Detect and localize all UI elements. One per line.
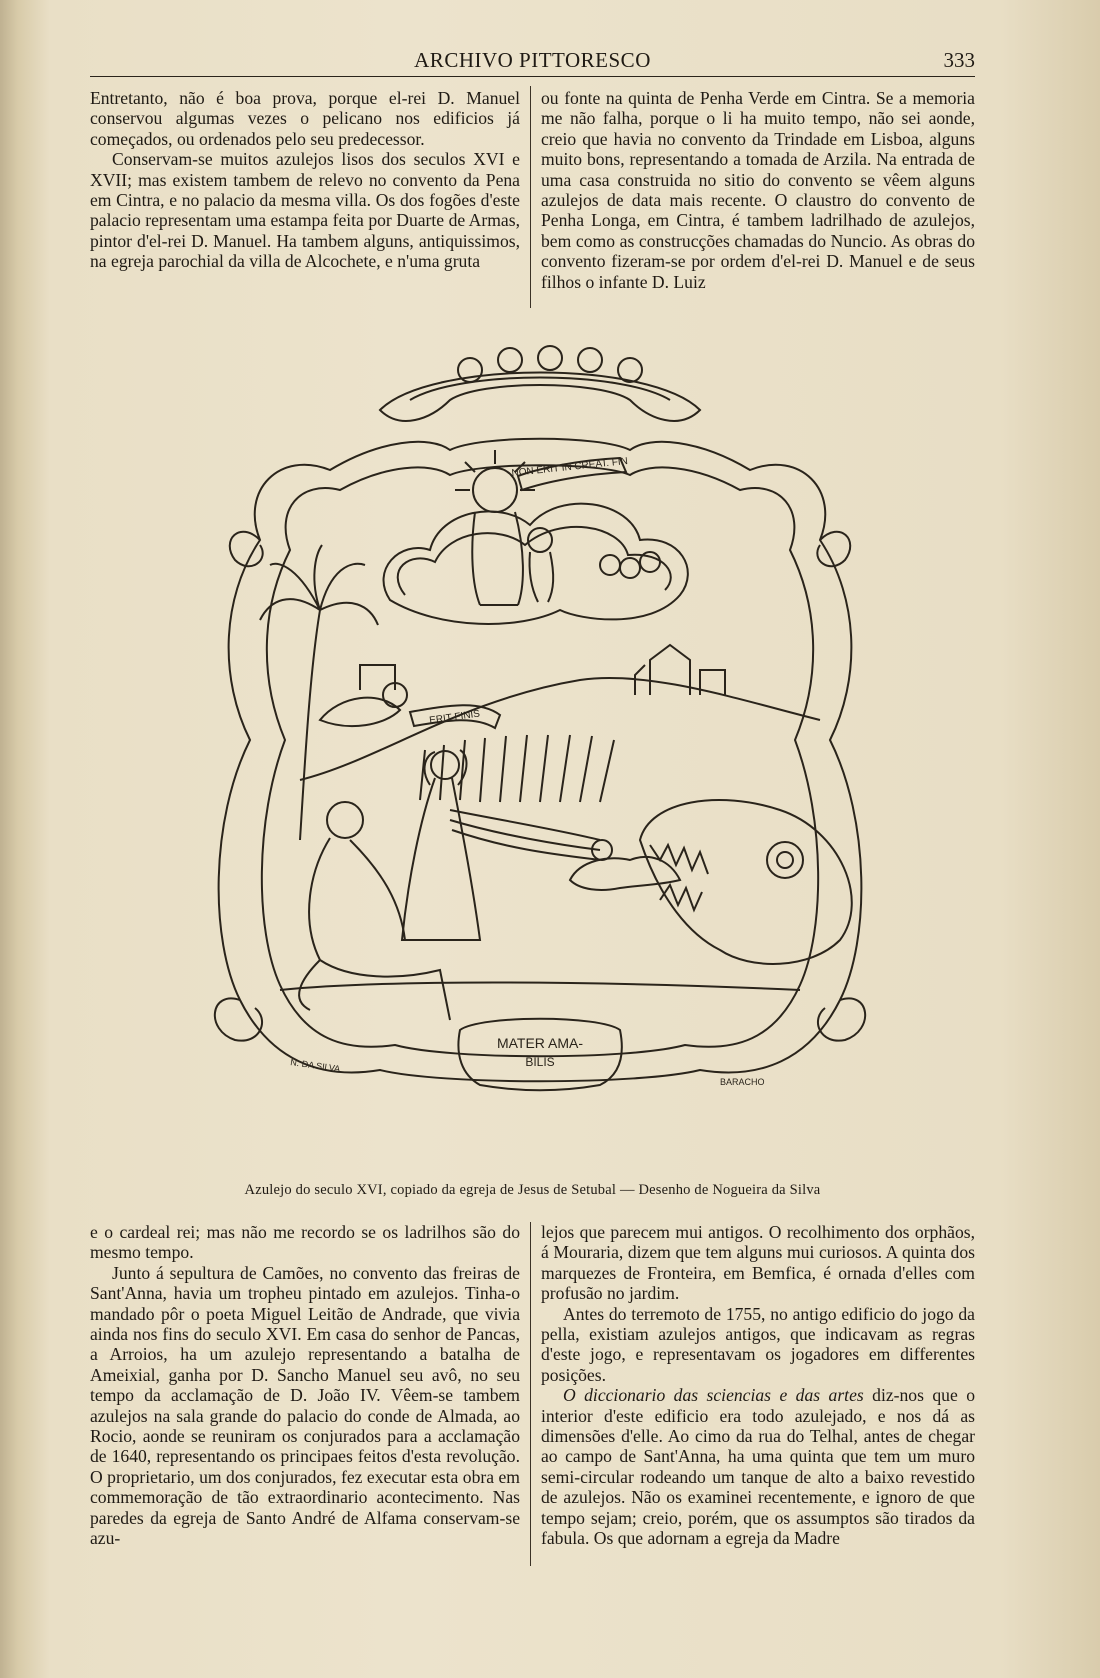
paragraph: ou fonte na quinta de Penha Verde em Cintra. Se a memoria me não falha, porque o li ha muito tempo, não sei aonde, creio que havia no convento da Trindade em Lisboa, alguns muito bons, representando a tomada de Arzila. Na entrada de uma casa construida no sitio do convento se vêem alguns azulejos de data mais recente. O claustro do convento de Penha Longa, em Cintra, é tambem ladrilhado de azulejos, bem como as construcções chamadas do Nuncio. As obras do convento fizeram-se por ordem d'el-rei D. Manuel e de seus filhos o infante D. Luiz: [541, 88, 975, 292]
paragraph: lejos que parecem mui antigos. O recolhimento dos orphãos, á Mouraria, dizem que tem alguns mui curiosos. A quinta dos marquezes de Fronteira, em Bemfica, é ornada d'elles com profusão no jardim.: [541, 1222, 975, 1304]
paragraph: Conservam-se muitos azulejos lisos dos seculos XVI e XVII; mas existem tambem de relevo no convento da Pena em Cintra, e no palacio da mesma villa. Os dos fogões d'este palacio representam uma estampa feita por Duarte de Armas, pintor d'el-rei D. Manuel. Ha tambem alguns, antiquissimos, na egreja parochial da villa de Alcochete, e n'uma gruta: [90, 149, 520, 272]
engraver-signature-right: BARACHO: [720, 1077, 765, 1087]
ribbon-inscription-top: NON ERIT IN CREAT. FIN: [511, 455, 629, 480]
journal-title: ARCHIVO PITTORESCO: [414, 48, 651, 72]
paragraph: [541, 1385, 975, 1548]
text-column-bottom-right: [541, 1222, 975, 1549]
book-title: O diccionario das sciencias e das artes: [563, 1385, 864, 1406]
cartouche-inscription-line2: BILIS: [525, 1055, 555, 1069]
paragraph-text: diz-nos que o interior d'este edificio era todo azulejado, e nos dá as dimensões d'elle. Ao cimo da rua do Telhal, antes de chegar ao campo de Sant'Anna, ha uma quinta que tem um muro semi-circular rodeando um tanque de alto a baixo revestido de azulejos. Não os examinei recentemente, e ignoro de que tempo sejam; creio, porém, que os assumptos são tirados da fabula. Os que adornam a egreja da Madre: [541, 1385, 975, 1549]
text-column-top-right: [541, 88, 975, 292]
engraver-signature-left: N. DA SILVA: [289, 1057, 341, 1074]
paragraph: Entretanto, não é boa prova, porque el-rei D. Manuel conservou algumas vezes o pelicano nos edificios já começados, ou ordenados pelo seu predecessor.: [90, 88, 520, 149]
running-header: [90, 48, 975, 77]
paragraph: Antes do terremoto de 1755, no antigo edificio do jogo da pella, existiam azulejos antigos, que indicavam as regras d'este jogo, e representavam os jogadores em differentes posições.: [541, 1303, 975, 1385]
column-divider: [530, 1222, 531, 1566]
page-number: 333: [943, 48, 975, 72]
text-column-top-left: [90, 88, 520, 272]
azulejo-engraving: [180, 340, 900, 1160]
figure-caption: Azulejo do seculo XVI, copiado da egreja de Jesus de Setubal — Desenho de Nogueira da Silva: [244, 1182, 821, 1198]
paragraph: Junto á sepultura de Camões, no convento das freiras de Sant'Anna, havia um tropheu pintado em azulejos. Tinha-o mandado pôr o poeta Miguel Leitão de Andrade, que vivia ainda nos fins do seculo XVI. Em casa do senhor de Pancas, a Arroios, ha um azulejo representando a batalha de Ameixial, ganha por D. Sancho Manuel seu avô, no seu tempo da acclamação de D. João IV. Vêem-se tambem azulejos na sala grande do palacio do conde de Almada, ao Rocio, aonde se reuniram os conjurados para a acclamação de 1640, representando os principaes feitos d'esta revolução. O proprietario, um dos conjurados, fez executar esta obra em commemoração de tão extraordinario acontecimento. Nas paredes da egreja de Santo André de Alfama conservam-se azu-: [90, 1262, 520, 1549]
column-divider: [530, 86, 531, 308]
text-column-bottom-left: [90, 1222, 520, 1549]
cartouche-inscription-line1: MATER AMA-: [496, 1035, 584, 1051]
paragraph: e o cardeal rei; mas não me recordo se os ladrilhos são do mesmo tempo.: [90, 1222, 520, 1263]
ribbon-inscription-mid: ERIT FINIS: [428, 708, 481, 727]
